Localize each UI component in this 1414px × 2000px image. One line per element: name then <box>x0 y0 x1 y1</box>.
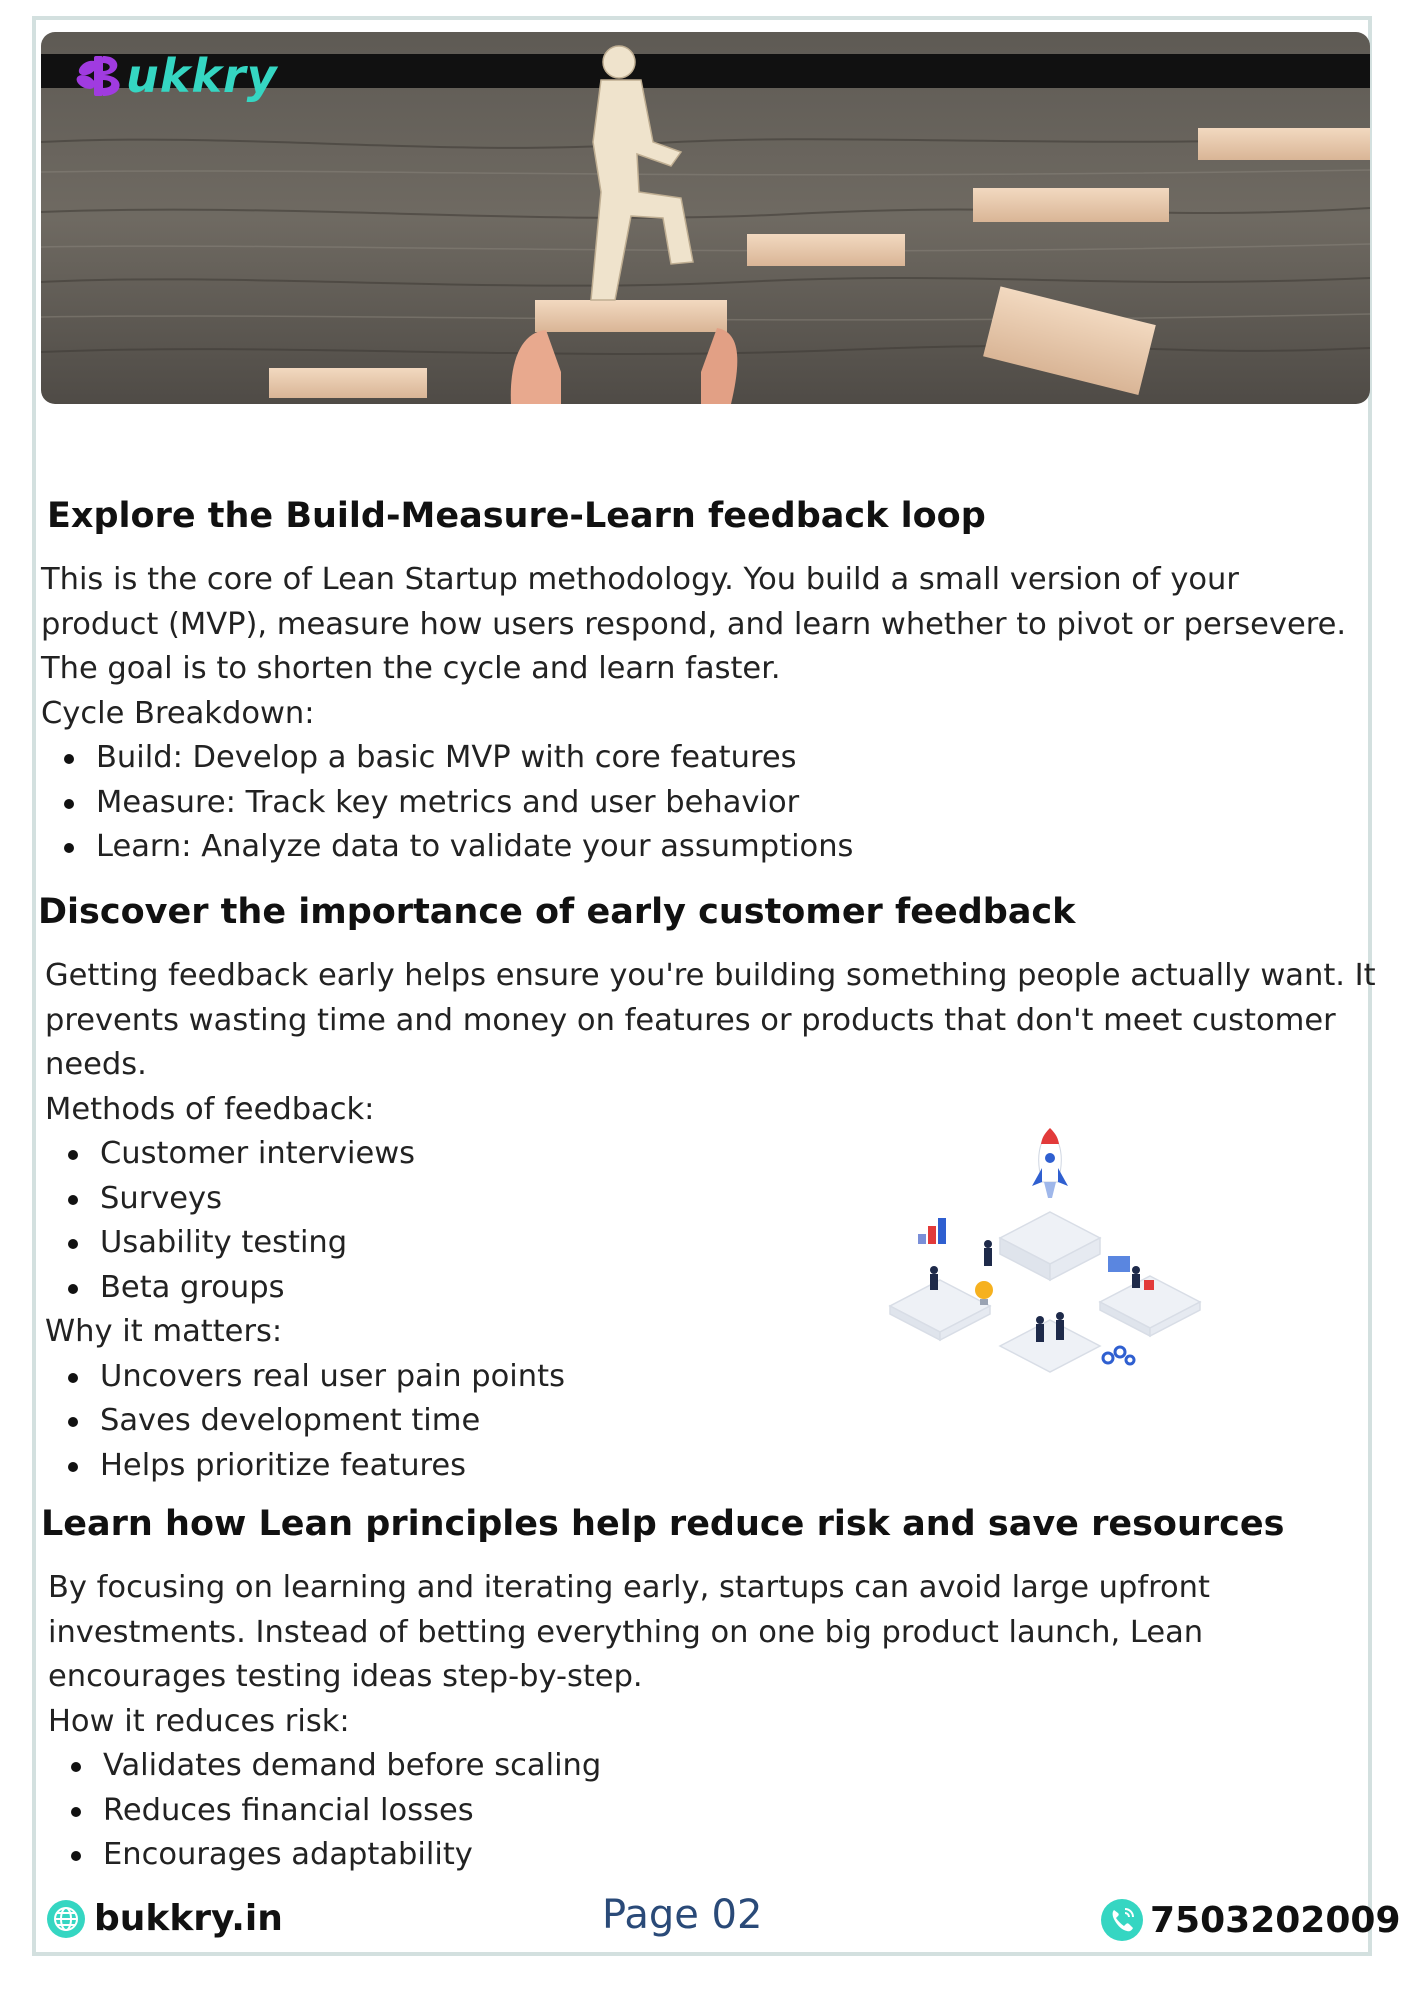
section1-heading: Explore the Build-Measure-Learn feedback loop <box>47 496 986 536</box>
list-item: Usability testing <box>45 1221 1376 1266</box>
phone-text: 7503202009 <box>1150 1899 1401 1941</box>
list-item: Validates demand before scaling <box>48 1744 1210 1789</box>
footer-website[interactable] <box>46 1898 283 1939</box>
cycle-breakdown-label: Cycle Breakdown: <box>41 695 315 731</box>
list-item: Beta groups <box>45 1266 1376 1311</box>
section3-heading: Learn how Lean principles help reduce risk and save resources <box>41 1504 1285 1544</box>
risk-list <box>48 1744 1210 1878</box>
section2-intro-line: Getting feedback early helps ensure you're building something people actually want. It <box>45 958 1376 993</box>
website-text: bukkry.in <box>94 1898 283 1939</box>
section3-intro-line: By focusing on learning and iterating early, startups can avoid large upfront <box>48 1570 1210 1605</box>
section1-intro-line: This is the core of Lean Startup methodology. You build a small version of your <box>41 562 1239 597</box>
startup-illustration <box>880 1120 1220 1384</box>
list-item: Encourages adaptability <box>48 1833 1210 1878</box>
logo-mark-icon <box>74 48 130 104</box>
list-item: Measure: Track key metrics and user behavior <box>41 781 1346 826</box>
section1-intro-line: The goal is to shorten the cycle and learn faster. <box>41 651 781 686</box>
section3-intro-line: investments. Instead of betting everything on one big product launch, Lean <box>48 1614 1204 1650</box>
brand-logo[interactable] <box>74 46 278 106</box>
section3-body <box>48 1566 1210 1878</box>
footer-phone[interactable] <box>1100 1898 1401 1942</box>
cycle-breakdown-list <box>41 736 1346 870</box>
logo-text: ukkry <box>126 49 278 103</box>
list-item: Reduces financial losses <box>48 1789 1210 1834</box>
phone-icon <box>1100 1898 1144 1942</box>
list-item: Surveys <box>45 1177 1376 1222</box>
why-it-matters-label: Why it matters: <box>45 1314 283 1349</box>
section3-intro-line: encourages testing ideas step-by-step. <box>48 1659 643 1694</box>
list-item: Saves development time <box>45 1399 1376 1444</box>
list-item: Build: Develop a basic MVP with core features <box>41 736 1346 781</box>
section2-intro-line: prevents wasting time and money on features or products that don't meet customer <box>45 1002 1336 1038</box>
section2-intro-line: needs. <box>45 1047 147 1082</box>
globe-icon <box>46 1899 86 1939</box>
methods-label: Methods of feedback: <box>45 1091 375 1127</box>
section2-heading: Discover the importance of early customer feedback <box>38 892 1076 932</box>
how-it-reduces-risk-label: How it reduces risk: <box>48 1703 350 1739</box>
list-item: Learn: Analyze data to validate your assumptions <box>41 825 1346 870</box>
section1-intro-line: product (MVP), measure how users respond, and learn whether to pivot or persevere. <box>41 606 1347 642</box>
list-item: Uncovers real user pain points <box>45 1355 1376 1400</box>
page-number: Page 02 <box>602 1892 763 1938</box>
section1-body <box>41 558 1346 870</box>
list-item: Customer interviews <box>45 1132 1376 1177</box>
list-item: Helps prioritize features <box>45 1444 1376 1489</box>
